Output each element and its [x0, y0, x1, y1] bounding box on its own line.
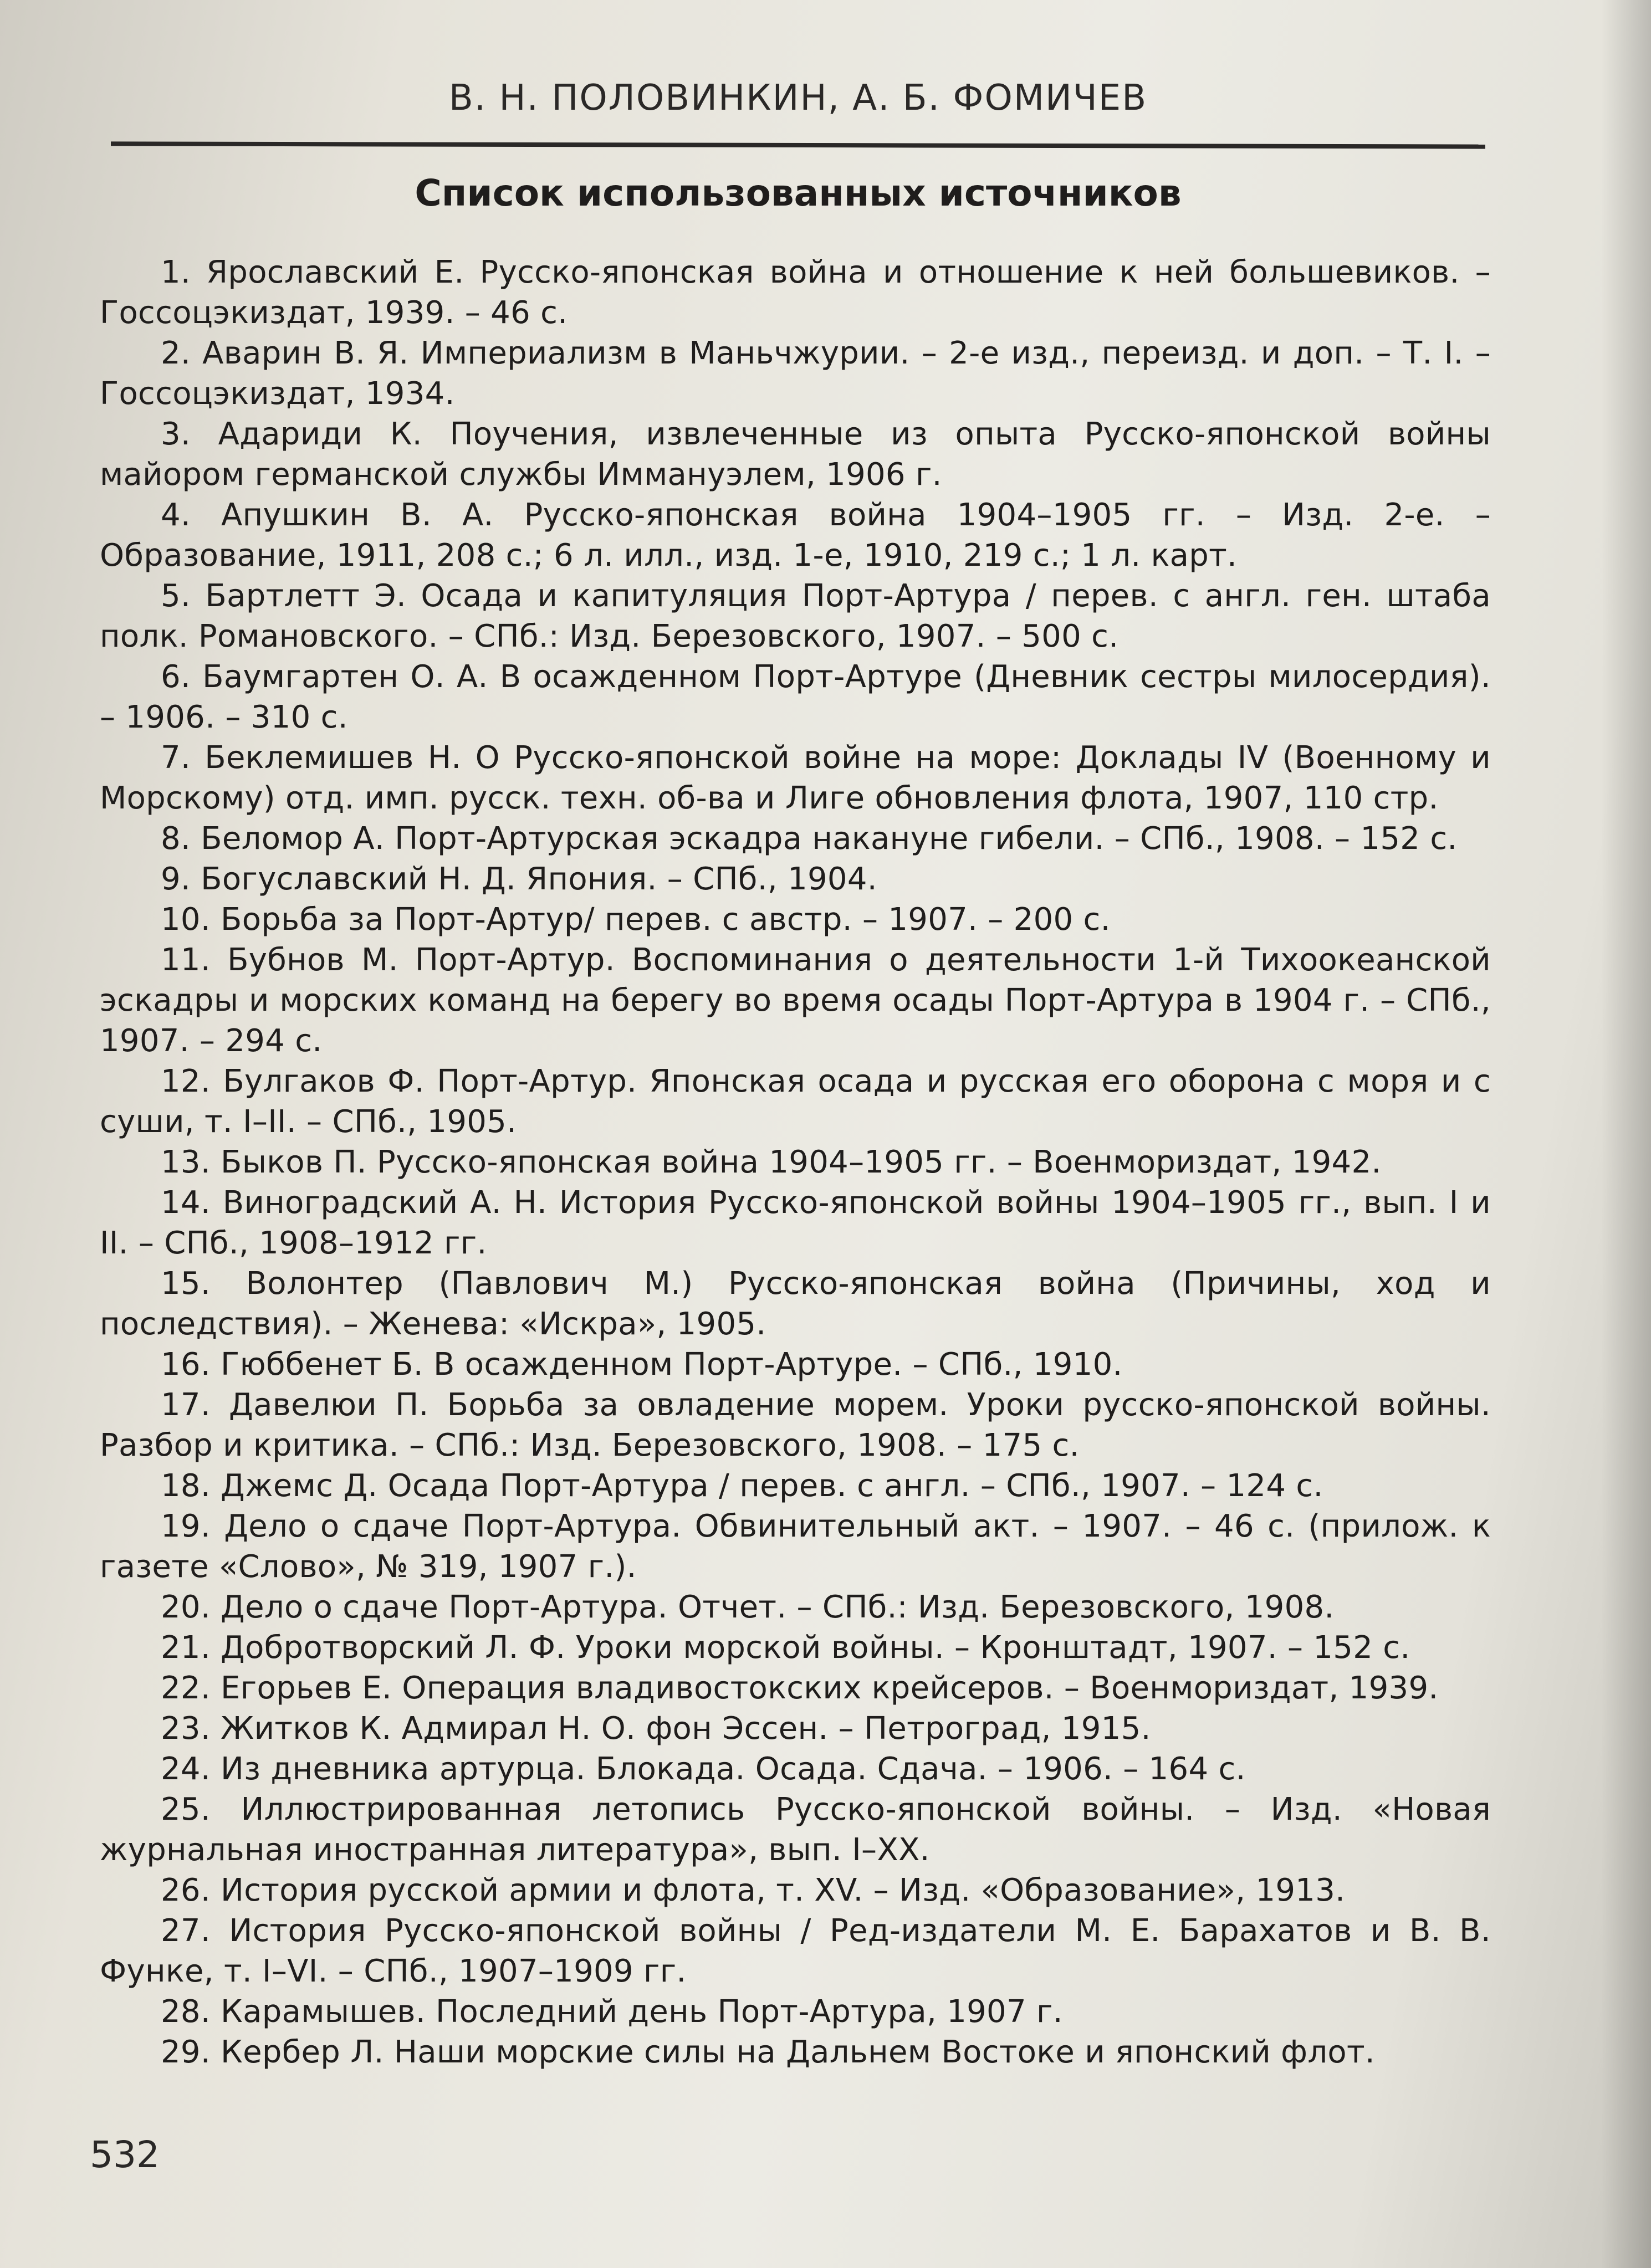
reference-item: 26. История русской армии и флота, т. XV. – Изд. «Образование», 1913.: [161, 1872, 1346, 1908]
reference-item: 3. Адариди К. Поучения, извлеченные из опыта Русско-японской войны майором германской службы Иммануэлем, 1906 г.: [100, 416, 1491, 493]
reference-item: 24. Из дневника артурца. Блокада. Осада. Сдача. – 1906. – 164 с.: [161, 1751, 1246, 1787]
reference-item: 17. Давелюи П. Борьба за овладение морем. Уроки русско-японской войны. Разбор и критика. – СПб.: Изд. Березовского, 1908. – 175 с.: [100, 1387, 1491, 1463]
reference-item: 11. Бубнов М. Порт-Артур. Воспоминания о деятельности 1-й Тихоокеанской эскадры и морских команд на берегу во время осады Порт-Артура в 1904 г. – СПб., 1907. – 294 с.: [100, 942, 1491, 1059]
reference-item: 5. Бартлетт Э. Осада и капитуляция Порт-Артура / перев. с англ. ген. штаба полк. Романовского. – СПб.: Изд. Березовского, 1907. – 500 с.: [100, 578, 1491, 654]
header-rule: [111, 141, 1485, 149]
reference-item: 15. Волонтер (Павлович М.) Русско-японская война (Причины, ход и последствия). – Женева: «Искра», 1905.: [100, 1266, 1491, 1342]
reference-item: 28. Карамышев. Последний день Порт-Артура, 1907 г.: [161, 1994, 1063, 2030]
running-head: В. Н. ПОЛОВИНКИН, А. Б. ФОМИЧЕВ: [448, 78, 1148, 119]
reference-item: 27. История Русско-японской войны / Ред-издатели М. Е. Барахатов и В. В. Функе, т. I–VI. – СПб., 1907–1909 гг.: [100, 1913, 1491, 1989]
reference-item: 29. Кербер Л. Наши морские силы на Дальнем Востоке и японский флот.: [161, 2034, 1376, 2070]
section-title: Список использованных источников: [415, 172, 1182, 214]
reference-item: 18. Джемс Д. Осада Порт-Артура / перев. с англ. – СПб., 1907. – 124 с.: [161, 1468, 1323, 1504]
reference-item: 12. Булгаков Ф. Порт-Артур. Японская осада и русская его оборона с моря и с суши, т. I–II. – СПб., 1905.: [100, 1063, 1491, 1140]
reference-item: 19. Дело о сдаче Порт-Артура. Обвинительный акт. – 1907. – 46 с. (прилож. к газете «Слово», № 319, 1907 г.).: [100, 1508, 1491, 1585]
reference-item: 6. Баумгартен О. А. В осажденном Порт-Артуре (Дневник сестры милосердия). – 1906. – 310 с.: [100, 659, 1491, 735]
reference-item: 2. Аварин В. Я. Империализм в Маньчжурии. – 2-е изд., переизд. и доп. – Т. I. – Госсоцэкиздат, 1934.: [100, 335, 1491, 412]
reference-item: 14. Виноградский А. Н. История Русско-японской войны 1904–1905 гг., вып. I и II. – СПб., 1908–1912 гг.: [100, 1185, 1491, 1261]
reference-item: 22. Егорьев Е. Операция владивостокских крейсеров. – Военмориздат, 1939.: [161, 1670, 1439, 1706]
reference-item: 20. Дело о сдаче Порт-Артура. Отчет. – СПб.: Изд. Березовского, 1908.: [161, 1589, 1335, 1625]
reference-item: 23. Житков К. Адмирал Н. О. фон Эссен. – Петроград, 1915.: [161, 1711, 1151, 1747]
page-number: 532: [90, 2133, 160, 2176]
reference-list: [100, 252, 1491, 2072]
reference-item: 13. Быков П. Русско-японская война 1904–1905 гг. – Военмориздат, 1942.: [161, 1144, 1382, 1180]
reference-item: 21. Добротворский Л. Ф. Уроки морской войны. – Кронштадт, 1907. – 152 с.: [161, 1630, 1410, 1666]
reference-item: 4. Апушкин В. А. Русско-японская война 1904–1905 гг. – Изд. 2-е. – Образование, 1911, 208 с.; 6 л. илл., изд. 1-е, 1910, 219 с.; 1 л. карт.: [100, 497, 1491, 574]
reference-item: 10. Борьба за Порт-Артур/ перев. с австр. – 1907. – 200 с.: [161, 902, 1111, 938]
reference-item: 8. Беломор А. Порт-Артурская эскадра накануне гибели. – СПб., 1908. – 152 с.: [161, 821, 1458, 857]
reference-item: 1. Ярославский Е. Русско-японская война и отношение к ней большевиков. – Госсоцэкиздат, 1939. – 46 с.: [100, 254, 1491, 331]
reference-item: 16. Гюббенет Б. В осажденном Порт-Артуре. – СПб., 1910.: [161, 1347, 1123, 1383]
reference-item: 9. Богуславский Н. Д. Япония. – СПб., 1904.: [161, 861, 877, 897]
reference-item: 25. Иллюстрированная летопись Русско-японской войны. – Изд. «Новая журнальная иностранная литература», вып. I–XX.: [100, 1791, 1491, 1868]
page-edge-shadow: [1601, 0, 1651, 2268]
reference-item: 7. Беклемишев Н. О Русско-японской войне на море: Доклады IV (Военному и Морскому) отд. имп. русск. техн. об-ва и Лиге обновления флота, 1907, 110 стр.: [100, 740, 1491, 816]
